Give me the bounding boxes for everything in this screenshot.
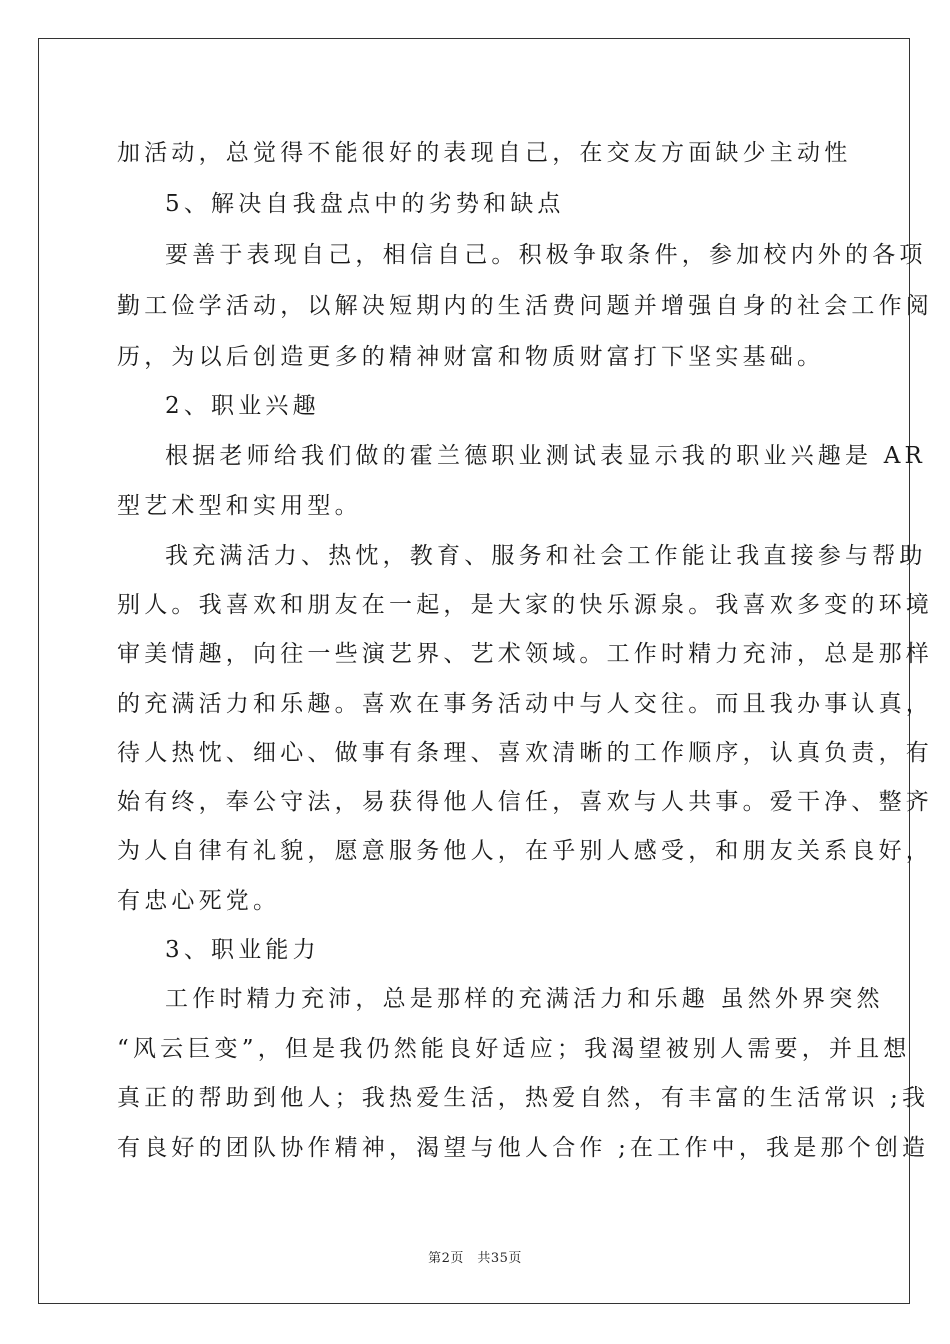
section-heading: 3、职业能力 (165, 937, 320, 963)
text-line: “风云巨变”，但是我仍然能良好适应；我渴望被别人需要，并且想 (117, 1036, 911, 1062)
text-line: 历，为以后创造更多的精神财富和物质财富打下坚实基础。 (117, 344, 825, 370)
text-line: 真正的帮助到他人；我热爱生活，热爱自然，有丰富的生活常识 ;我 (117, 1085, 930, 1111)
text-line: 有良好的团队协作精神，渴望与他人合作 ;在工作中，我是那个创造 (117, 1135, 930, 1161)
text-line: 别人。我喜欢和朋友在一起，是大家的快乐源泉。我喜欢多变的环境 (117, 592, 933, 618)
text-line: 要善于表现自己，相信自己。积极争取条件，参加校内外的各项 (165, 242, 927, 268)
text-line: 审美情趣，向往一些演艺界、艺术领域。工作时精力充沛，总是那样 (117, 641, 933, 667)
text-line: 工作时精力充沛，总是那样的充满活力和乐趣 虽然外界突然 (165, 986, 884, 1012)
text-line: 始有终，奉公守法，易获得他人信任，喜欢与人共事。爱干净、整齐 (117, 789, 933, 815)
text-line: 的充满活力和乐趣。喜欢在事务活动中与人交往。而且我办事认真， (117, 691, 933, 717)
section-heading: 2、职业兴趣 (165, 393, 320, 419)
text-line: 勤工俭学活动，以解决短期内的生活费问题并增强自身的社会工作阅 (117, 293, 933, 319)
text-line: 待人热忱、细心、做事有条理、喜欢清晰的工作顺序，认真负责，有 (117, 740, 933, 766)
text-line: 为人自律有礼貌，愿意服务他人，在乎别人感受，和朋友关系良好， (117, 838, 933, 864)
section-heading: 5、解决自我盘点中的劣势和缺点 (165, 191, 565, 217)
text-line: 型艺术型和实用型。 (117, 493, 362, 519)
page-number: 第2页 共35页 (428, 1251, 522, 1266)
page-border (38, 38, 910, 1304)
text-line: 根据老师给我们做的霍兰德职业测试表显示我的职业兴趣是 AR (165, 443, 927, 469)
text-line: 加活动，总觉得不能很好的表现自己，在交友方面缺少主动性 (117, 140, 852, 166)
text-line: 我充满活力、热忱，教育、服务和社会工作能让我直接参与帮助 (165, 543, 927, 569)
text-line: 有忠心死党。 (117, 888, 281, 914)
